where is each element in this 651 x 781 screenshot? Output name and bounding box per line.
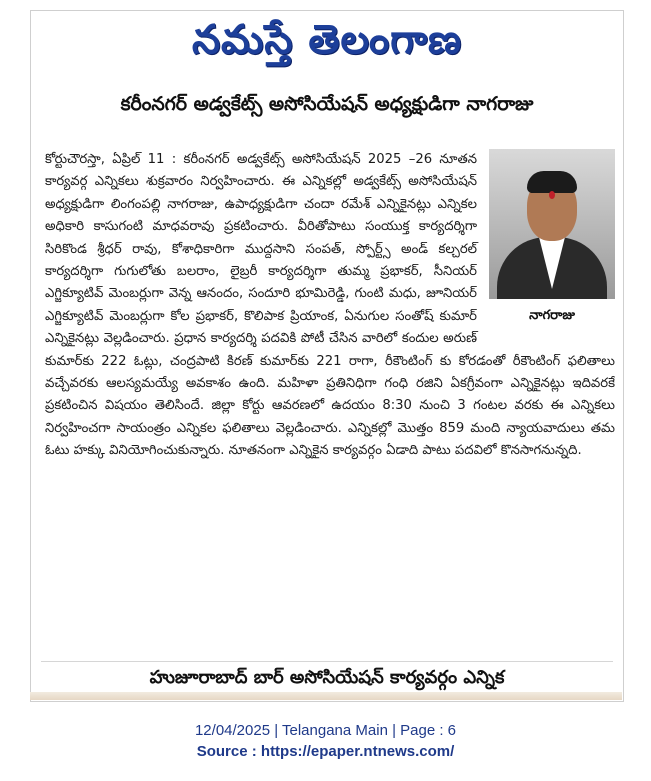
article-body [45, 149, 615, 463]
newspaper-masthead: నమస్తే తెలంగాణ [191, 17, 463, 63]
portrait-figure [489, 149, 615, 325]
article-headline: కరీంనగర్ అడ్వకేట్స్ అసోసియేషన్ అధ్యక్షుడిగా నాగరాజు [120, 93, 534, 115]
photo-caption: నాగరాజు [529, 308, 575, 323]
footer-meta: 12/04/2025 | Telangana Main | Page : 6 [194, 722, 457, 739]
portrait-photo [489, 149, 615, 299]
divider [41, 661, 613, 662]
next-article-headline: హుజూరాబాద్ బార్ అసోసియేషన్ కార్యవర్గం ఎన్నిక [149, 667, 505, 688]
clipping-bottom-strip [30, 692, 622, 700]
footer-source: Source : https://epaper.ntnews.com/ [196, 743, 455, 760]
newspaper-clipping [30, 10, 624, 702]
article-body-text: కోర్టుచౌరస్తా, ఏప్రిల్ 11 : కరీంనగర్ అడ్వకేట్స్ అసోసియేషన్ 2025 –26 నూతన కార్యవర్గ ఎన్నికలు శుక్రవారం నిర్వహించారు. ఈ ఎన్నికల్లో అడ్వకేట్స్ అసోసియేషన్ అధ్యక్షుడిగా లింగంపల్లి నాగరాజు, ఉపాధ్యక్షుడిగా చందా రమేశ్ ఎన్నికైనట్లు ఎన్నికల అధికారి కాసుగంటి మాధవరావు ప్రకటించారు. వీరితోపాటు సంయుక్త కార్యదర్శిగా సిరికొండ శ్రీధర్ రావు, కోశాధికారిగా ముద్దసాని సంపత్, స్పోర్ట్స్ అండ్ కల్చరల్ కార్యదర్శిగా గుగులోతు బలరాం, లైబ్రరీ కార్యదర్శిగా తుమ్మ ప్రభాకర్, సీనియర్ ఎగ్జిక్యూటివ్ మెంబర్లుగా వెన్న ఆనందం, సందూరి భూమిరెడ్డి, గుంటి మధు, జూనియర్ ఎగ్జిక్యూటివ్ మెంబర్లుగా కోల ప్రభాకర్, కొలిపాక ప్రియాంక, ఏనుగుల సంతోష్ కుమార్ ఎన్నికైనట్లు వెల్లడించారు. ప్రధాన కార్యదర్శి పదవికి పోటీ చేసిన వారిలో కందుల అరుణ్ కుమార్‌కు 222 ఓట్లు, చంద్రపాటి కిరణ్ కుమార్‌కు 221 రాగా, రీకౌంటింగ్ కు కోరడంతో రీకౌంటింగ్ ఫలితాలు వచ్చేవరకు ఆలస్యమయ్యే అవకాశం ఉంది. మహిళా ప్రతినిధిగా గంధి రజిని ఏకగ్రీవంగా ఎన్నికైనట్లు ఇదివరకే ప్రకటించిన విషయం తెలిసిందే. జిల్లా కోర్టు ఆవరణలో ఉదయం 8:30 నుంచి 3 గంటల వరకు ఈ ఎన్నికలు నిర్వహించగా సాయంత్రం ఎన్నికల ఫలితాలు వెల్లడించారు. ఎన్నికల్లో మొత్తం 859 మంది న్యాయవాదులు తమ ఓటు హక్కు వినియోగించుకున్నారు. నూతనంగా ఎన్నికైన కార్యవర్గం ఏడాది పాటు పదవిలో కొనసాగనున్నది. [45, 152, 615, 459]
